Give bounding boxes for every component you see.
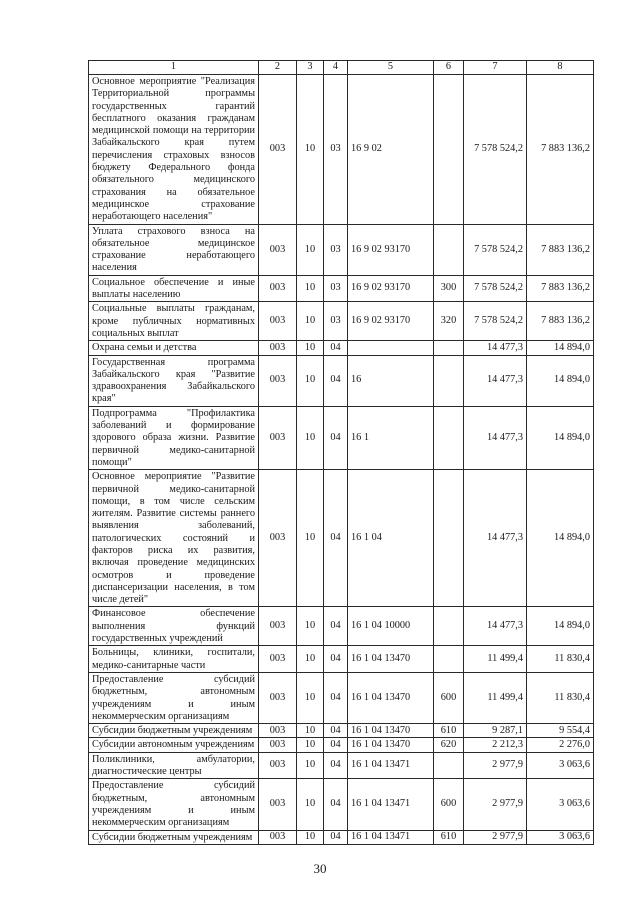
subsection-cell: 04 — [324, 724, 348, 738]
subsection-cell: 03 — [324, 302, 348, 341]
table-row — [89, 302, 594, 341]
subsection-cell: 04 — [324, 738, 348, 752]
row-name-cell: Субсидии автономным учреждениям — [89, 738, 259, 752]
admin-code-cell: 003 — [259, 724, 297, 738]
row-name-cell: Больницы, клиники, госпитали, медико-санитарные части — [89, 646, 259, 673]
amount-year2-cell: 14 894,0 — [527, 341, 594, 355]
row-name-cell: Подпрограмма "Профилактика заболеваний и формирование здорового образа жизни. Развитие первичной медико-санитарной помощи" — [89, 406, 259, 469]
subsection-cell: 04 — [324, 607, 348, 646]
amount-year1-cell: 11 499,4 — [464, 646, 527, 673]
table-row — [89, 607, 594, 646]
admin-code-cell: 003 — [259, 224, 297, 275]
table-row — [89, 75, 594, 225]
amount-year2-cell: 11 830,4 — [527, 672, 594, 723]
row-name-cell: Охрана семьи и детства — [89, 341, 259, 355]
target-article-cell: 16 1 04 13470 — [348, 738, 434, 752]
target-article-cell: 16 9 02 93170 — [348, 275, 434, 302]
table-row — [89, 738, 594, 752]
section-cell: 10 — [297, 724, 324, 738]
admin-code-cell: 003 — [259, 646, 297, 673]
admin-code-cell: 003 — [259, 275, 297, 302]
subsection-cell: 03 — [324, 224, 348, 275]
table-row — [89, 672, 594, 723]
section-cell: 10 — [297, 672, 324, 723]
expense-type-cell — [434, 470, 464, 607]
table-row — [89, 470, 594, 607]
section-cell: 10 — [297, 341, 324, 355]
section-cell: 10 — [297, 355, 324, 406]
table-row — [89, 341, 594, 355]
subsection-cell: 04 — [324, 406, 348, 469]
subsection-cell: 04 — [324, 646, 348, 673]
section-cell: 10 — [297, 752, 324, 779]
amount-year1-cell: 14 477,3 — [464, 406, 527, 469]
table-row — [89, 830, 594, 844]
admin-code-cell: 003 — [259, 830, 297, 844]
row-name-cell: Финансовое обеспечение выполнения функций государственных учреждений — [89, 607, 259, 646]
subsection-cell: 04 — [324, 779, 348, 830]
row-name-cell: Основное мероприятие "Реализация Территориальной программы государственных гарантий бесплатного оказания гражданам медицинской помощи на территории Забайкальского края путем перечисления страховых взносов бюджету Федерального фонда обязательного медицинского страхования на обязательное медицинское страхование неработающего населения" — [89, 75, 259, 225]
target-article-cell: 16 1 04 13471 — [348, 830, 434, 844]
budget-table — [88, 60, 594, 845]
expense-type-cell: 610 — [434, 830, 464, 844]
admin-code-cell: 003 — [259, 672, 297, 723]
expense-type-cell — [434, 355, 464, 406]
admin-code-cell: 003 — [259, 470, 297, 607]
subsection-cell: 03 — [324, 75, 348, 225]
amount-year1-cell: 2 977,9 — [464, 779, 527, 830]
subsection-cell: 03 — [324, 275, 348, 302]
section-cell: 10 — [297, 75, 324, 225]
row-name-cell: Субсидии бюджетным учреждениям — [89, 830, 259, 844]
amount-year2-cell: 3 063,6 — [527, 752, 594, 779]
target-article-cell: 16 1 04 13470 — [348, 646, 434, 673]
expense-type-cell — [434, 224, 464, 275]
column-header: 7 — [464, 61, 527, 75]
subsection-cell: 04 — [324, 830, 348, 844]
table-header-row — [89, 61, 594, 75]
amount-year2-cell: 3 063,6 — [527, 830, 594, 844]
expense-type-cell: 600 — [434, 672, 464, 723]
amount-year2-cell: 14 894,0 — [527, 607, 594, 646]
admin-code-cell: 003 — [259, 75, 297, 225]
table-row — [89, 406, 594, 469]
expense-type-cell: 300 — [434, 275, 464, 302]
target-article-cell: 16 1 04 13471 — [348, 752, 434, 779]
section-cell: 10 — [297, 302, 324, 341]
amount-year2-cell: 7 883 136,2 — [527, 275, 594, 302]
expense-type-cell: 320 — [434, 302, 464, 341]
target-article-cell: 16 1 04 13470 — [348, 672, 434, 723]
expense-type-cell — [434, 406, 464, 469]
admin-code-cell: 003 — [259, 341, 297, 355]
amount-year1-cell: 2 977,9 — [464, 752, 527, 779]
amount-year1-cell: 14 477,3 — [464, 355, 527, 406]
row-name-cell: Поликлиники, амбулатории, диагностические центры — [89, 752, 259, 779]
admin-code-cell: 003 — [259, 779, 297, 830]
page-number: 30 — [313, 861, 327, 876]
admin-code-cell: 003 — [259, 406, 297, 469]
amount-year2-cell: 2 276,0 — [527, 738, 594, 752]
admin-code-cell: 003 — [259, 355, 297, 406]
target-article-cell: 16 — [348, 355, 434, 406]
amount-year1-cell: 2 977,9 — [464, 830, 527, 844]
amount-year2-cell: 7 883 136,2 — [527, 224, 594, 275]
expense-type-cell: 600 — [434, 779, 464, 830]
expense-type-cell — [434, 607, 464, 646]
row-name-cell: Основное мероприятие "Развитие первичной медико-санитарной помощи, в том числе сельским жителям. Развитие системы раннего выявления заболеваний, патологических состояний и факторов риска их развития, включая проведение медицинских осмотров и проведение диспансеризации населения, в том числе детей" — [89, 470, 259, 607]
amount-year2-cell: 14 894,0 — [527, 470, 594, 607]
amount-year1-cell: 7 578 524,2 — [464, 302, 527, 341]
target-article-cell: 16 1 04 10000 — [348, 607, 434, 646]
admin-code-cell: 003 — [259, 752, 297, 779]
table-row — [89, 779, 594, 830]
amount-year2-cell: 7 883 136,2 — [527, 75, 594, 225]
target-article-cell: 16 1 — [348, 406, 434, 469]
target-article-cell: 16 9 02 93170 — [348, 224, 434, 275]
section-cell: 10 — [297, 224, 324, 275]
table-row — [89, 646, 594, 673]
expense-type-cell — [434, 75, 464, 225]
section-cell: 10 — [297, 738, 324, 752]
table-row — [89, 724, 594, 738]
section-cell: 10 — [297, 275, 324, 302]
amount-year1-cell: 2 212,3 — [464, 738, 527, 752]
expense-type-cell — [434, 752, 464, 779]
target-article-cell — [348, 341, 434, 355]
section-cell: 10 — [297, 470, 324, 607]
subsection-cell: 04 — [324, 672, 348, 723]
expense-type-cell — [434, 646, 464, 673]
row-name-cell: Социальное обеспечение и иные выплаты населению — [89, 275, 259, 302]
section-cell: 10 — [297, 607, 324, 646]
amount-year2-cell: 14 894,0 — [527, 406, 594, 469]
amount-year2-cell: 7 883 136,2 — [527, 302, 594, 341]
expense-type-cell: 620 — [434, 738, 464, 752]
table-row — [89, 752, 594, 779]
row-name-cell: Предоставление субсидий бюджетным, автономным учреждениям и иным некоммерческим организациям — [89, 779, 259, 830]
table-row — [89, 224, 594, 275]
column-header: 4 — [324, 61, 348, 75]
amount-year1-cell: 7 578 524,2 — [464, 75, 527, 225]
target-article-cell: 16 1 04 13471 — [348, 779, 434, 830]
expense-type-cell: 610 — [434, 724, 464, 738]
section-cell: 10 — [297, 646, 324, 673]
admin-code-cell: 003 — [259, 738, 297, 752]
table-body — [89, 75, 594, 845]
amount-year1-cell: 11 499,4 — [464, 672, 527, 723]
column-header: 5 — [348, 61, 434, 75]
section-cell: 10 — [297, 830, 324, 844]
table-row — [89, 275, 594, 302]
column-header: 6 — [434, 61, 464, 75]
column-header: 2 — [259, 61, 297, 75]
admin-code-cell: 003 — [259, 302, 297, 341]
row-name-cell: Субсидии бюджетным учреждениям — [89, 724, 259, 738]
section-cell: 10 — [297, 779, 324, 830]
expense-type-cell — [434, 341, 464, 355]
admin-code-cell: 003 — [259, 607, 297, 646]
amount-year2-cell: 3 063,6 — [527, 779, 594, 830]
subsection-cell: 04 — [324, 752, 348, 779]
amount-year2-cell: 11 830,4 — [527, 646, 594, 673]
amount-year1-cell: 7 578 524,2 — [464, 224, 527, 275]
target-article-cell: 16 9 02 93170 — [348, 302, 434, 341]
subsection-cell: 04 — [324, 355, 348, 406]
amount-year1-cell: 14 477,3 — [464, 341, 527, 355]
section-cell: 10 — [297, 406, 324, 469]
amount-year2-cell: 14 894,0 — [527, 355, 594, 406]
table-row — [89, 355, 594, 406]
amount-year1-cell: 14 477,3 — [464, 607, 527, 646]
row-name-cell: Государственная программа Забайкальского края "Развитие здравоохранения Забайкальского края" — [89, 355, 259, 406]
amount-year1-cell: 7 578 524,2 — [464, 275, 527, 302]
column-header: 8 — [527, 61, 594, 75]
row-name-cell: Уплата страхового взноса на обязательное медицинское страхование неработающего населения — [89, 224, 259, 275]
column-header: 3 — [297, 61, 324, 75]
row-name-cell: Предоставление субсидий бюджетным, автономным учреждениям и иным некоммерческим организациям — [89, 672, 259, 723]
amount-year2-cell: 9 554,4 — [527, 724, 594, 738]
target-article-cell: 16 1 04 13470 — [348, 724, 434, 738]
row-name-cell: Социальные выплаты гражданам, кроме публичных нормативных социальных выплат — [89, 302, 259, 341]
subsection-cell: 04 — [324, 341, 348, 355]
target-article-cell: 16 1 04 — [348, 470, 434, 607]
amount-year1-cell: 14 477,3 — [464, 470, 527, 607]
amount-year1-cell: 9 287,1 — [464, 724, 527, 738]
subsection-cell: 04 — [324, 470, 348, 607]
column-header: 1 — [89, 61, 259, 75]
target-article-cell: 16 9 02 — [348, 75, 434, 225]
